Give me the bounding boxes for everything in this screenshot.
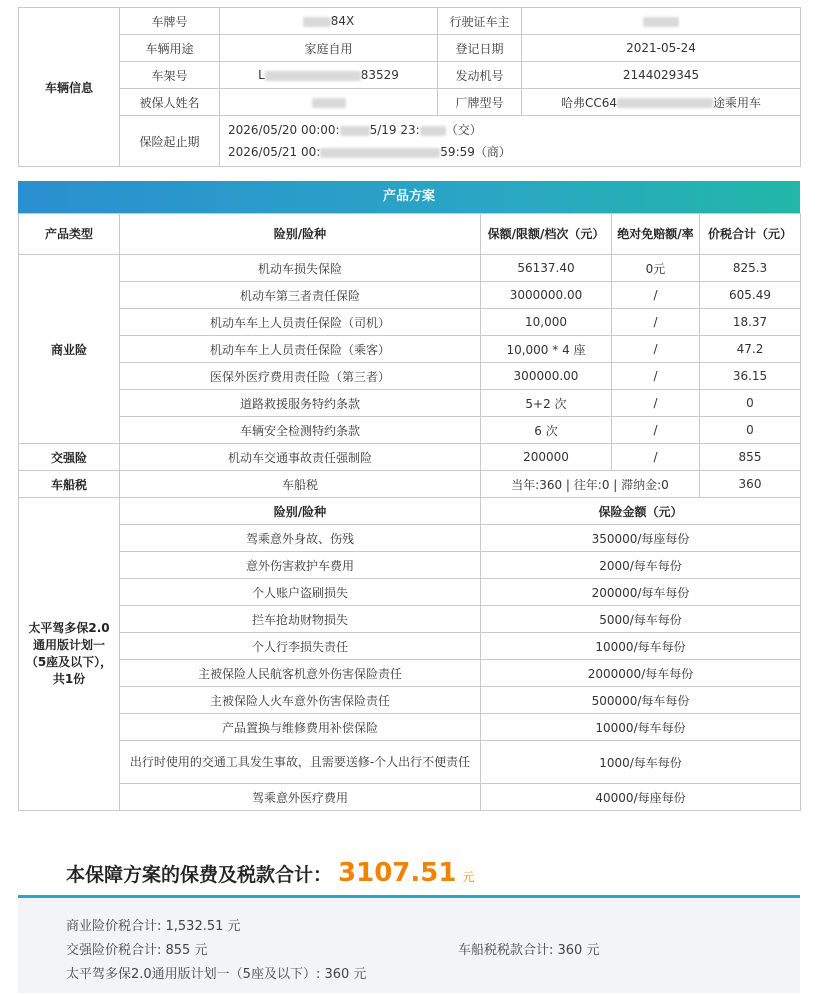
coverage-deductible: / <box>612 282 700 309</box>
coverage-price: 605.49 <box>700 282 801 309</box>
table-row <box>19 336 801 363</box>
coverage-deductible: / <box>612 390 700 417</box>
table-row <box>19 363 801 390</box>
engine-label: 发动机号 <box>438 62 522 89</box>
coverage-amount: 10,000 <box>481 309 612 336</box>
addon-coverage-amount: 200000/每车每份 <box>481 579 801 606</box>
addon-coverage-name: 主被保险人民航客机意外伤害保险责任 <box>120 660 481 687</box>
grand-total-label: 本保障方案的保费及税款合计： <box>66 864 333 886</box>
addon-coverage-name: 出行时使用的交通工具发生事故，且需要送修-个人出行不便责任 <box>120 741 481 784</box>
addon-header-amount: 保险金额（元） <box>481 498 801 525</box>
coverage-amount: 5+2 次 <box>481 390 612 417</box>
coverage-name: 机动车损失保险 <box>120 255 481 282</box>
table-row <box>19 633 801 660</box>
addon-coverage-name: 主被保险人火车意外伤害保险责任 <box>120 687 481 714</box>
addon-coverage-name: 个人行李损失责任 <box>120 633 481 660</box>
compulsory-label: 交强险 <box>19 444 120 471</box>
header-total: 价税合计（元） <box>700 214 801 255</box>
grand-total <box>66 855 474 891</box>
table-row <box>19 741 801 784</box>
grand-total-value: 3107.51 <box>338 858 457 888</box>
redaction-mask <box>420 126 446 136</box>
plate-value: 84X <box>220 8 438 35</box>
usage-label: 车辆用途 <box>120 35 220 62</box>
grand-total-unit: 元 <box>462 870 475 884</box>
coverage-name: 车辆安全检测特约条款 <box>120 417 481 444</box>
summary-box <box>18 895 800 993</box>
coverage-name: 机动车车上人员责任保险（司机） <box>120 309 481 336</box>
addon-coverage-name: 个人账户盗刷损失 <box>120 579 481 606</box>
vehicle-section-label: 车辆信息 <box>19 8 120 167</box>
coverage-deductible: / <box>612 417 700 444</box>
vehicle-info-table <box>18 7 801 167</box>
coverage-price: 855 <box>700 444 801 471</box>
redaction-mask <box>320 148 440 158</box>
addon-coverage-amount: 500000/每车每份 <box>481 687 801 714</box>
addon-coverage-amount: 350000/每座每份 <box>481 525 801 552</box>
table-row <box>19 444 801 471</box>
addon-plan-label: 太平驾多保2.0通用版计划一（5座及以下），共1份 <box>19 498 120 811</box>
coverage-price: 47.2 <box>700 336 801 363</box>
redaction-mask <box>617 98 713 108</box>
summary-addon: 太平驾多保2.0通用版计划一（5座及以下）: 360 元 <box>66 967 367 982</box>
period-value: 2026/05/20 00:00: 5/19 23: （交） 2026/05/21 00: 59:59（商） <box>220 116 801 167</box>
table-row <box>19 784 801 811</box>
engine-value: 2144029345 <box>522 62 801 89</box>
summary-vessel-tax: 车船税税款合计: 360 元 <box>458 943 600 958</box>
coverage-price: 36.15 <box>700 363 801 390</box>
addon-coverage-name: 意外伤害救护车费用 <box>120 552 481 579</box>
coverage-name: 机动车车上人员责任保险（乘客） <box>120 336 481 363</box>
product-plan-table <box>18 213 801 811</box>
table-row <box>19 282 801 309</box>
addon-coverage-name: 产品置换与维修费用补偿保险 <box>120 714 481 741</box>
model-value: 哈弗CC64 途乘用车 <box>522 89 801 116</box>
coverage-amount: 6 次 <box>481 417 612 444</box>
coverage-name: 机动车第三者责任保险 <box>120 282 481 309</box>
redaction-mask <box>643 17 679 27</box>
addon-coverage-amount: 40000/每座每份 <box>481 784 801 811</box>
addon-coverage-name: 驾乘意外身故、伤残 <box>120 525 481 552</box>
reg-date-label: 登记日期 <box>438 35 522 62</box>
coverage-deductible: / <box>612 444 700 471</box>
coverage-deductible: / <box>612 363 700 390</box>
coverage-amount: 3000000.00 <box>481 282 612 309</box>
header-deductible: 绝对免赔额/率 <box>612 214 700 255</box>
addon-coverage-amount: 5000/每车每份 <box>481 606 801 633</box>
addon-coverage-amount: 10000/每车每份 <box>481 633 801 660</box>
addon-coverage-name: 驾乘意外医疗费用 <box>120 784 481 811</box>
table-row <box>19 579 801 606</box>
header-type: 产品类型 <box>19 214 120 255</box>
commercial-label: 商业险 <box>19 255 120 444</box>
reg-date-value: 2021-05-24 <box>522 35 801 62</box>
addon-header-coverage: 险别/险种 <box>120 498 481 525</box>
coverage-amount: 300000.00 <box>481 363 612 390</box>
owner-value <box>522 8 801 35</box>
table-row <box>19 390 801 417</box>
summary-compulsory: 交强险价税合计: 855 元 <box>66 943 208 958</box>
coverage-price: 360 <box>700 471 801 498</box>
header-amount: 保额/限额/档次（元） <box>481 214 612 255</box>
coverage-price: 18.37 <box>700 309 801 336</box>
product-plan-section <box>18 181 800 811</box>
coverage-price: 0 <box>700 417 801 444</box>
table-row <box>19 660 801 687</box>
coverage-price: 0 <box>700 390 801 417</box>
period-label: 保险起止期 <box>120 116 220 167</box>
addon-coverage-amount: 2000000/每车每份 <box>481 660 801 687</box>
coverage-deductible: / <box>612 309 700 336</box>
coverage-amount: 56137.40 <box>481 255 612 282</box>
table-row <box>19 714 801 741</box>
table-row <box>19 255 801 282</box>
coverage-deductible: 0元 <box>612 255 700 282</box>
model-label: 厂牌型号 <box>438 89 522 116</box>
table-row <box>19 309 801 336</box>
redaction-mask <box>303 17 331 27</box>
redaction-mask <box>312 98 346 108</box>
coverage-name: 机动车交通事故责任强制险 <box>120 444 481 471</box>
addon-coverage-amount: 2000/每车每份 <box>481 552 801 579</box>
coverage-name: 医保外医疗费用责任险（第三者） <box>120 363 481 390</box>
coverage-amount: 200000 <box>481 444 612 471</box>
vessel-tax-label: 车船税 <box>19 471 120 498</box>
redaction-mask <box>340 126 370 136</box>
vessel-tax-detail: 当年:360 | 往年:0 | 滞纳金:0 <box>481 471 700 498</box>
vin-label: 车架号 <box>120 62 220 89</box>
table-row <box>19 471 801 498</box>
usage-value: 家庭自用 <box>220 35 438 62</box>
addon-coverage-amount: 10000/每车每份 <box>481 714 801 741</box>
summary-commercial: 商业险价税合计: 1,532.51 元 <box>66 919 241 934</box>
table-row <box>19 606 801 633</box>
coverage-amount: 10,000 * 4 座 <box>481 336 612 363</box>
redaction-mask <box>265 71 361 81</box>
table-row <box>19 552 801 579</box>
coverage-name: 道路救援服务特约条款 <box>120 390 481 417</box>
vin-value: L 83529 <box>220 62 438 89</box>
product-plan-banner: 产品方案 <box>18 181 800 213</box>
addon-coverage-name: 拦车抢劫财物损失 <box>120 606 481 633</box>
coverage-name: 车船税 <box>120 471 481 498</box>
owner-label: 行驶证车主 <box>438 8 522 35</box>
table-row <box>19 417 801 444</box>
addon-coverage-amount: 1000/每车每份 <box>481 741 801 784</box>
table-row <box>19 687 801 714</box>
coverage-deductible: / <box>612 336 700 363</box>
header-coverage: 险别/险种 <box>120 214 481 255</box>
insured-value <box>220 89 438 116</box>
plate-label: 车牌号 <box>120 8 220 35</box>
coverage-price: 825.3 <box>700 255 801 282</box>
table-row <box>19 525 801 552</box>
insured-label: 被保人姓名 <box>120 89 220 116</box>
